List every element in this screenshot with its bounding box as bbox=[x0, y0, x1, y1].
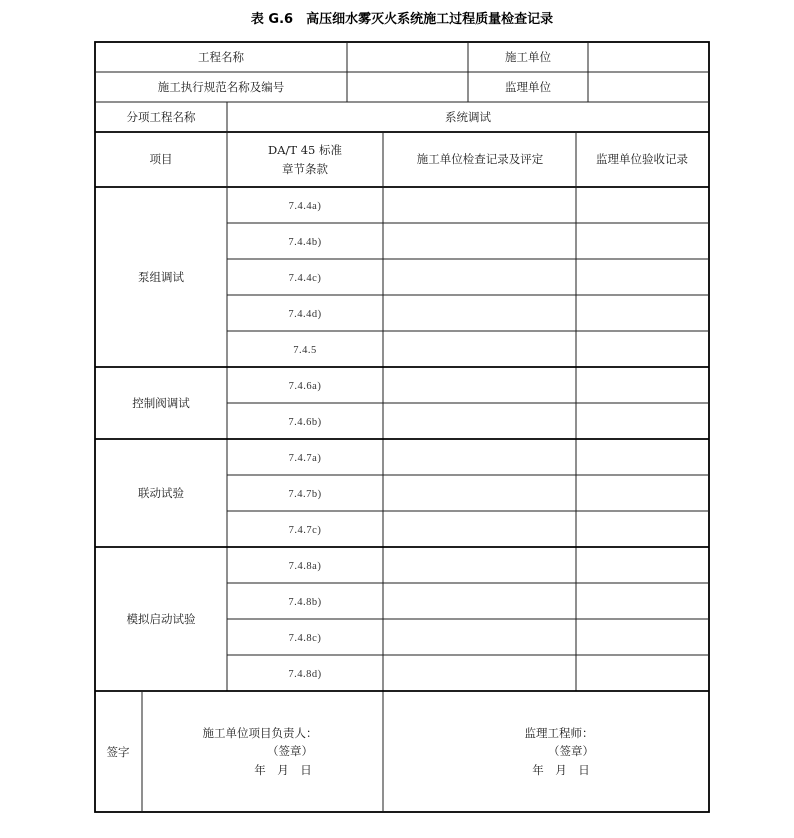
clause-cell: 7.4.4d) bbox=[288, 309, 322, 320]
column-clause-header-line2: 章节条款 bbox=[282, 162, 328, 176]
clause-cell: 7.4.8d) bbox=[288, 669, 322, 680]
supervisor-person-label: 监理工程师： bbox=[524, 726, 594, 740]
clause-cell: 7.4.8c) bbox=[288, 633, 322, 644]
clause-column bbox=[288, 201, 321, 680]
group-name: 联动试验 bbox=[138, 486, 184, 500]
column-contractor-check-header: 施工单位检查记录及评定 bbox=[416, 152, 544, 166]
contractor-seal-label: （签章） bbox=[267, 744, 313, 758]
clause-cell: 7.4.4b) bbox=[288, 237, 322, 248]
contractor-person-label: 施工单位项目负责人： bbox=[202, 726, 318, 740]
column-supervisor-check-header: 监理单位验收记录 bbox=[596, 152, 688, 166]
clause-cell: 7.4.6b) bbox=[288, 417, 322, 428]
contractor-date-label: 年 月 日 bbox=[254, 763, 312, 777]
clause-cell: 7.4.7a) bbox=[288, 453, 322, 464]
spec-label: 施工执行规范名称及编号 bbox=[157, 80, 285, 94]
clause-cell: 7.4.8b) bbox=[288, 597, 322, 608]
supervisor-date-label: 年 月 日 bbox=[532, 763, 590, 777]
clause-cell: 7.4.7c) bbox=[288, 525, 322, 536]
project-name-label: 工程名称 bbox=[198, 50, 244, 64]
supervisor-seal-label: （签章） bbox=[548, 744, 594, 758]
clause-cell: 7.4.4c) bbox=[288, 273, 322, 284]
group-name: 控制阀调试 bbox=[132, 396, 190, 410]
clause-cell: 7.4.8a) bbox=[288, 561, 322, 572]
sub-item-label: 分项工程名称 bbox=[126, 110, 196, 124]
form-title: 表 G.6 高压细水雾灭火系统施工过程质量检查记录 bbox=[250, 12, 554, 27]
clause-cell: 7.4.7b) bbox=[288, 489, 322, 500]
group-name: 泵组调试 bbox=[138, 270, 184, 284]
sub-item-value: 系统调试 bbox=[445, 110, 491, 124]
signature-label: 签字 bbox=[106, 745, 130, 759]
clause-cell: 7.4.6a) bbox=[288, 381, 322, 392]
group-name: 模拟启动试验 bbox=[126, 612, 196, 626]
clause-cell: 7.4.5 bbox=[293, 345, 317, 356]
contractor-label: 施工单位 bbox=[505, 50, 551, 64]
supervisor-label: 监理单位 bbox=[505, 80, 551, 94]
clause-cell: 7.4.4a) bbox=[288, 201, 322, 212]
column-clause-header-line1: DA/T 45 标准 bbox=[267, 143, 343, 157]
column-item-header: 项目 bbox=[149, 152, 173, 166]
